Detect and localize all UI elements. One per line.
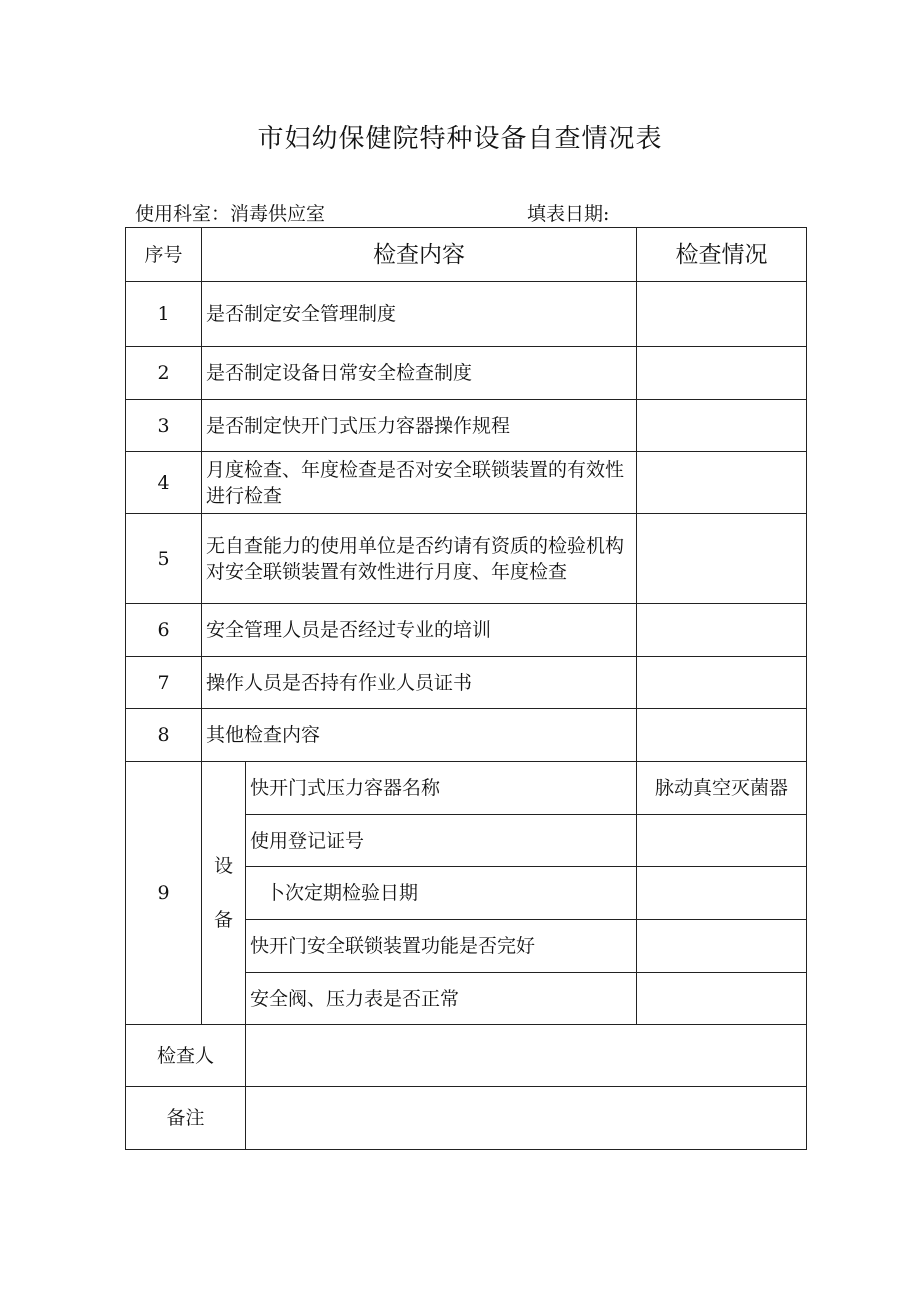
inspector-label: 检查人: [156, 1044, 214, 1067]
row-result[interactable]: [637, 604, 806, 656]
row-seq: 8: [157, 724, 170, 746]
equipment-item-result[interactable]: [637, 920, 806, 972]
row-seq: 6: [157, 619, 170, 641]
row-result[interactable]: [637, 347, 806, 399]
row-result[interactable]: [637, 452, 806, 513]
row-seq: 1: [157, 303, 170, 325]
header-result: 检查情况: [675, 241, 768, 268]
page-title: 市妇幼保健院特种设备自查情况表: [257, 124, 663, 154]
row-result[interactable]: [637, 282, 806, 346]
department-value: 消毒供应室: [230, 203, 326, 225]
row-content: 其他检查内容: [206, 724, 321, 746]
row-content: 是否制定快开门式压力容器操作规程: [206, 414, 511, 437]
row-seq: 5: [157, 547, 170, 570]
equipment-item: 快开门安全联锁装置功能是否完好: [250, 935, 536, 957]
inspection-table: [125, 227, 807, 1150]
equipment-item: 安全阀、压力表是否正常: [250, 987, 460, 1010]
department-label: 使用科室：: [135, 203, 231, 225]
row-content: 月度检查、年度检查是否对安全联锁装置的有效性进行检查: [206, 458, 625, 507]
row-content: 安全管理人员是否经过专业的培训: [206, 619, 492, 641]
fill-date-label: 填表日期:: [527, 203, 610, 225]
equipment-item-result[interactable]: [637, 973, 806, 1024]
department-line: [135, 199, 325, 226]
remarks-field[interactable]: [246, 1087, 806, 1149]
row-seq: 3: [157, 414, 170, 437]
row-result[interactable]: [637, 709, 806, 761]
remarks-label: 备注: [166, 1107, 205, 1129]
equipment-label: [202, 762, 245, 1024]
row-result[interactable]: [637, 400, 806, 451]
equipment-label-char: 备: [213, 909, 233, 931]
header-content: 检查内容: [373, 241, 465, 268]
equipment-item: 使用登记证号: [250, 829, 365, 852]
equipment-item: 快开门式压力容器名称: [250, 777, 441, 799]
row-content: 无自查能力的使用单位是否约请有资质的检验机构对安全联锁装置有效性进行月度、年度检查: [206, 534, 625, 583]
row-content: 操作人员是否持有作业人员证书: [206, 671, 473, 694]
equipment-item-result[interactable]: [637, 867, 806, 919]
row-content: 是否制定设备日常安全检查制度: [206, 362, 473, 384]
inspector-field[interactable]: [246, 1025, 806, 1086]
row-result[interactable]: [637, 657, 806, 708]
equipment-item-result[interactable]: [637, 815, 806, 866]
equipment-item-result[interactable]: 脉动真空灭菌器: [654, 777, 788, 799]
equipment-seq: 9: [157, 882, 170, 904]
row-seq: 2: [157, 362, 170, 384]
header-seq: 序号: [144, 243, 183, 266]
row-result[interactable]: [637, 514, 806, 603]
row-seq: 7: [157, 671, 170, 694]
row-seq: 4: [157, 471, 170, 494]
equipment-item: 卜次定期检验日期: [266, 882, 419, 904]
equipment-label-char: 设: [213, 855, 233, 877]
row-content: 是否制定安全管理制度: [206, 303, 397, 325]
